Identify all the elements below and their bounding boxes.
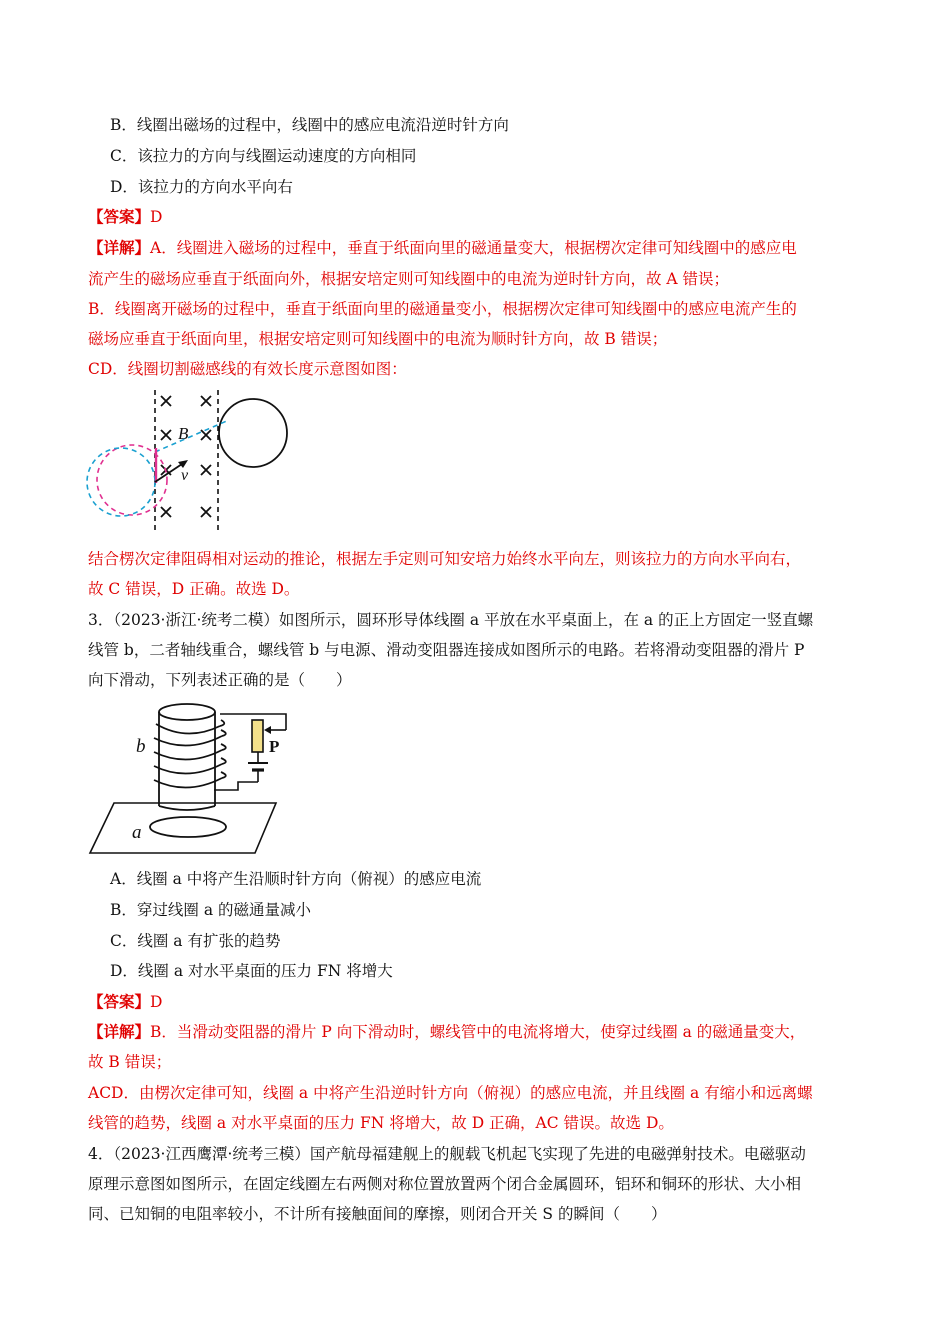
- explain-text: 磁场应垂直于纸面向里，根据安培定则可知线圈中的电流为顺时针方向，故 B 错误；: [88, 330, 668, 348]
- explain-text: 线管的趋势，线圈 a 对水平桌面的压力 FN 将增大，故 D 正确，AC 错误。故选 D。: [88, 1114, 674, 1132]
- slider-P-arrow: [264, 726, 271, 734]
- q4-stem: 4．（2023·江西鹰潭·统考三模）国产航母福建舰上的舰载飞机起飞实现了先进的电磁弹射技术。电磁驱动: [88, 1145, 806, 1163]
- q3-stem: 3．（2023·浙江·统考二模）如图所示，圆环形导体线圈 a 平放在水平桌面上，在 a 的正上方固定一竖直螺: [88, 611, 814, 629]
- wire-bottom: [214, 782, 258, 790]
- explain-text: ACD．由楞次定律可知，线圈 a 中将产生沿逆时针方向（俯视）的感应电流，并且线圈 a 有缩小和远离螺: [88, 1084, 813, 1102]
- explain-tag: 【详解】: [88, 238, 151, 257]
- answer-value: D: [150, 993, 163, 1011]
- field-crosses: [161, 396, 211, 517]
- explain-text: 流产生的磁场应垂直于纸面向外，根据安培定则可知线圈中的电流为逆时针方向，故 A 错误；: [88, 270, 730, 288]
- explain-text: B．当滑动变阻器的滑片 P 向下滑动时，螺线管中的电流将增大，使穿过线圈 a 的磁通量变大，: [150, 1023, 806, 1041]
- explain-line: [88, 237, 797, 259]
- option-b: B．线圈出磁场的过程中，线圈中的感应电流沿逆时针方向: [110, 116, 509, 134]
- option-d: D．线圈 a 对水平桌面的压力 FN 将增大: [110, 962, 393, 980]
- answer-value: D: [150, 208, 163, 226]
- magnetic-field-figure: [85, 388, 300, 533]
- answer-line: [88, 206, 162, 228]
- answer-line: [88, 991, 162, 1013]
- conclusion-text: 结合楞次定律阻碍相对运动的推论，根据左手定则可知安培力始终水平向左，则该拉力的方向水平向右，: [88, 550, 802, 568]
- conclusion-text: 故 C 错误，D 正确。故选 D。: [88, 580, 300, 598]
- explain-tag: 【详解】: [88, 1022, 151, 1041]
- coil-cyan-dashed: [87, 448, 155, 516]
- answer-tag: 【答案】: [88, 207, 151, 226]
- solenoid-top: [159, 704, 215, 720]
- explain-text: CD．线圈切割磁感线的有效长度示意图如图：: [88, 360, 407, 378]
- q4-stem: 同、已知铜的电阻率较小，不计所有接触面间的摩擦，则闭合开关 S 的瞬间（ ）: [88, 1205, 667, 1223]
- label-P: P: [269, 737, 280, 756]
- option-a: A．线圈 a 中将产生沿顺时针方向（俯视）的感应电流: [110, 870, 482, 888]
- option-c: C．线圈 a 有扩张的趋势: [110, 932, 281, 950]
- explain-line: [88, 1021, 805, 1043]
- answer-tag: 【答案】: [88, 992, 151, 1011]
- q3-stem: 向下滑动，下列表述正确的是（ ）: [88, 671, 352, 689]
- explain-text: 故 B 错误；: [88, 1053, 172, 1071]
- coil-right: [219, 399, 287, 467]
- label-B: B: [178, 424, 189, 443]
- solenoid-figure: [88, 700, 288, 858]
- explain-text: B．线圈离开磁场的过程中，垂直于纸面向里的磁通量变小，根据楞次定律可知线圈中的感应电流产生的: [88, 300, 797, 318]
- option-b: B．穿过线圈 a 的磁通量减小: [110, 901, 311, 919]
- option-c: C．该拉力的方向与线圈运动速度的方向相同: [110, 147, 417, 165]
- rheostat: [252, 720, 263, 752]
- label-b: b: [136, 736, 146, 757]
- q3-stem: 线管 b，二者轴线重合，螺线管 b 与电源、滑动变阻器连接成如图所示的电路。若将滑动变阻器的滑片 P: [88, 641, 805, 659]
- label-v: v: [181, 467, 189, 484]
- explain-text: A．线圈进入磁场的过程中，垂直于纸面向里的磁通量变大，根据楞次定律可知线圈中的感应电: [150, 239, 797, 257]
- label-a: a: [132, 822, 142, 843]
- q4-stem: 原理示意图如图所示，在固定线圈左右两侧对称位置放置两个闭合金属圆环，铝环和铜环的形状、大小相: [88, 1175, 802, 1193]
- option-d: D．该拉力的方向水平向右: [110, 178, 293, 196]
